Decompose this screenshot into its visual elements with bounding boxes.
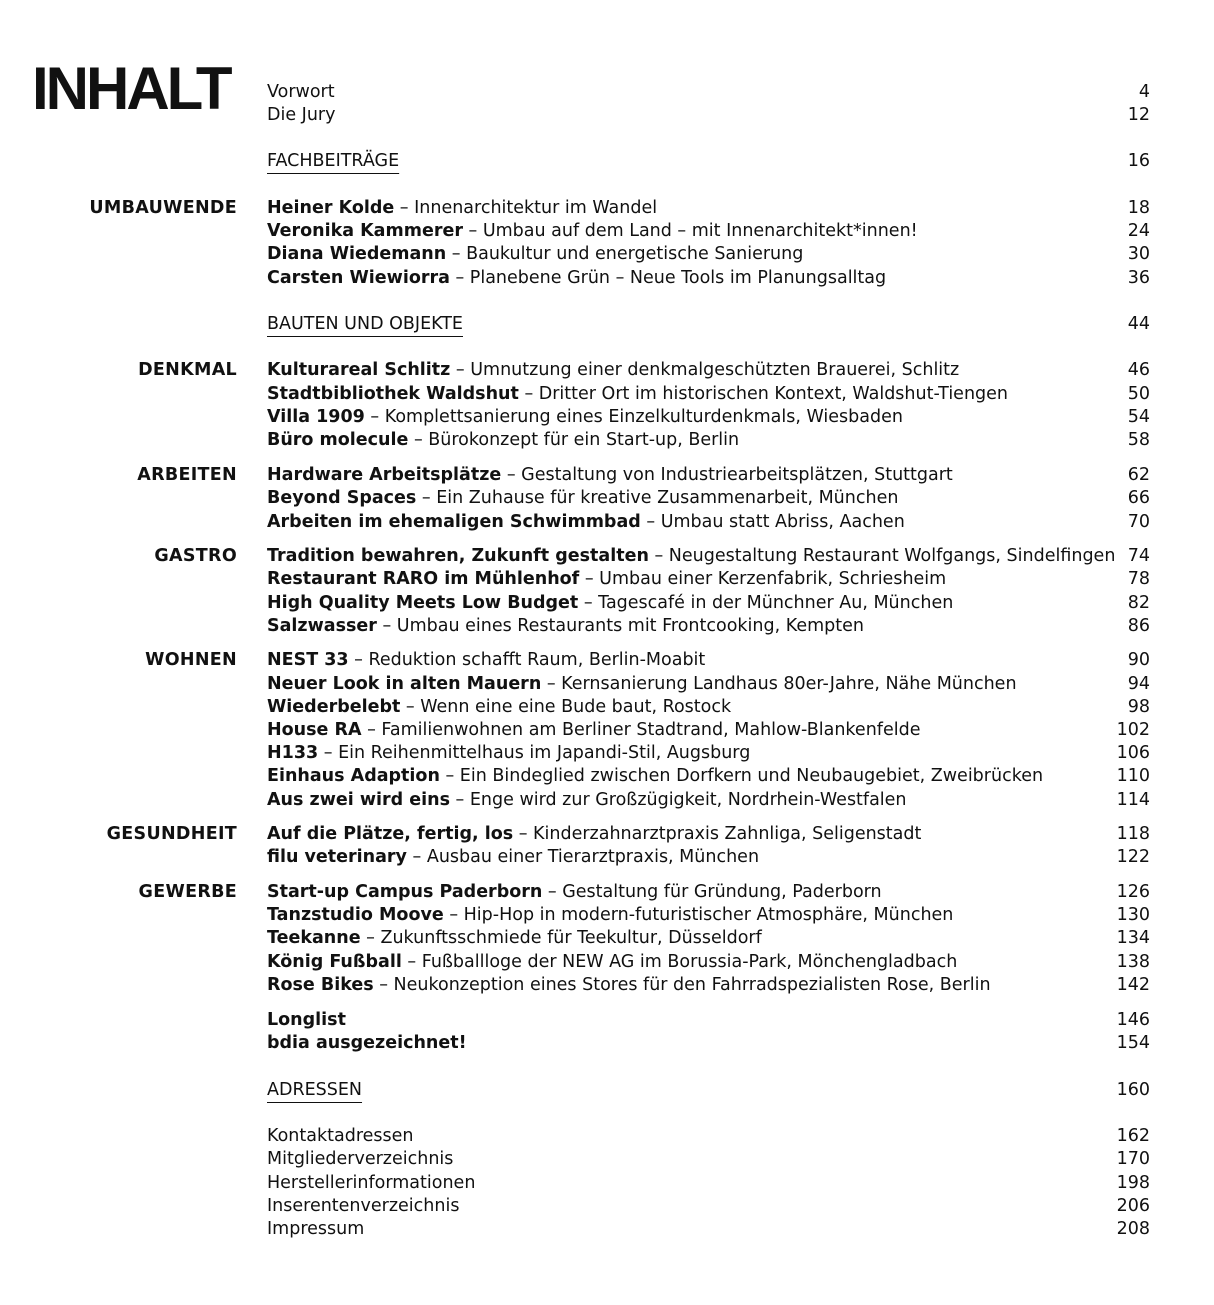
entry-title[interactable]: Impressum xyxy=(267,1219,365,1239)
entry-title[interactable] xyxy=(267,196,657,220)
toc-row xyxy=(0,266,1214,290)
category-label: WOHNEN xyxy=(145,650,237,670)
toc-row xyxy=(0,486,1214,510)
toc-row xyxy=(0,822,1214,846)
toc-row xyxy=(0,718,1214,742)
entry-title[interactable] xyxy=(267,1008,346,1032)
page-number: 154 xyxy=(1116,1033,1150,1053)
page-number: 94 xyxy=(1127,674,1150,694)
page-number: 62 xyxy=(1127,465,1150,485)
page-number: 50 xyxy=(1127,384,1150,404)
entry-subtitle: – Innenarchitektur im Wandel xyxy=(394,198,658,218)
entry-title[interactable] xyxy=(267,510,905,534)
entry-title-bold: Diana Wiedemann xyxy=(267,244,447,264)
entry-title[interactable] xyxy=(267,764,1043,788)
entry-subtitle: – Komplettsanierung eines Einzelkulturdenkmals, Wiesbaden xyxy=(364,407,903,427)
entry-subtitle: – Reduktion schafft Raum, Berlin-Moabit xyxy=(348,650,706,670)
entry-subtitle: – Neugestaltung Restaurant Wolfgangs, Sindelfingen xyxy=(648,546,1116,566)
entry-subtitle: – Dritter Ort im historischen Kontext, Waldshut-Tiengen xyxy=(518,384,1009,404)
entry-subtitle: – Neukonzeption eines Stores für den Fahrradspezialisten Rose, Berlin xyxy=(373,975,991,995)
toc-row xyxy=(0,80,1214,104)
toc-row xyxy=(0,1194,1214,1218)
section-heading xyxy=(0,149,1214,173)
toc-row xyxy=(0,510,1214,534)
entry-title-bold: Kulturareal Schlitz xyxy=(267,360,451,380)
category-label: UMBAUWENDE xyxy=(89,198,237,218)
toc-row xyxy=(0,591,1214,615)
page-number: 142 xyxy=(1116,975,1150,995)
page-number: 138 xyxy=(1116,952,1150,972)
toc-row xyxy=(0,672,1214,696)
toc-row xyxy=(0,1217,1214,1241)
page-number: 70 xyxy=(1127,512,1150,532)
entry-title[interactable] xyxy=(267,926,762,950)
entry-subtitle: – Zukunftsschmiede für Teekultur, Düsseldorf xyxy=(360,928,762,948)
page-number: 86 xyxy=(1127,616,1150,636)
entry-title[interactable] xyxy=(267,486,898,510)
entry-subtitle: – Familienwohnen am Berliner Stadtrand, Mahlow-Blankenfelde xyxy=(361,720,921,740)
entry-title[interactable] xyxy=(267,845,759,869)
entry-subtitle: – Umbau eines Restaurants mit Frontcooking, Kempten xyxy=(376,616,864,636)
entry-title[interactable] xyxy=(267,822,921,846)
entry-title-bold: Restaurant RARO im Mühlenhof xyxy=(267,569,580,589)
section-heading xyxy=(0,312,1214,336)
entry-title-bold: Villa 1909 xyxy=(267,407,365,427)
category-label: DENKMAL xyxy=(138,360,237,380)
toc-row xyxy=(0,788,1214,812)
entry-title-bold: Teekanne xyxy=(267,928,361,948)
entry-title-bold: Heiner Kolde xyxy=(267,198,395,218)
entry-subtitle: – Umnutzung einer denkmalgeschützten Brauerei, Schlitz xyxy=(450,360,960,380)
page-number: 170 xyxy=(1116,1149,1150,1169)
entry-title-bold: High Quality Meets Low Budget xyxy=(267,593,579,613)
entry-subtitle: – Planebene Grün – Neue Tools im Planungsalltag xyxy=(449,268,887,288)
entry-title-bold: filu veterinary xyxy=(267,847,407,867)
page-number: 44 xyxy=(1127,314,1150,334)
page-number: 54 xyxy=(1127,407,1150,427)
entry-subtitle: – Bürokonzept für ein Start-up, Berlin xyxy=(408,430,740,450)
entry-subtitle: – Ausbau einer Tierarztpraxis, München xyxy=(406,847,760,867)
page-number: 146 xyxy=(1116,1010,1150,1030)
page-number: 198 xyxy=(1116,1173,1150,1193)
entry-title-bold: König Fußball xyxy=(267,952,402,972)
entry-subtitle: – Kernsanierung Landhaus 80er-Jahre, Nähe München xyxy=(541,674,1017,694)
category-label: GASTRO xyxy=(154,546,237,566)
entry-title[interactable] xyxy=(267,405,903,429)
page-number: 98 xyxy=(1127,697,1150,717)
page-number: 74 xyxy=(1127,546,1150,566)
entry-title-bold: Hardware Arbeitsplätze xyxy=(267,465,502,485)
entry-title[interactable] xyxy=(267,648,705,672)
entry-title-bold: Salzwasser xyxy=(267,616,377,636)
entry-title[interactable] xyxy=(267,358,959,382)
entry-title-bold: Aus zwei wird eins xyxy=(267,790,450,810)
entry-title-bold: Tradition bewahren, Zukunft gestalten xyxy=(267,546,649,566)
toc-row xyxy=(0,1124,1214,1148)
entry-title[interactable] xyxy=(267,567,946,591)
entry-title-bold: Beyond Spaces xyxy=(267,488,417,508)
entry-title[interactable]: Vorwort xyxy=(267,82,335,102)
page-number: 58 xyxy=(1127,430,1150,450)
entry-title-bold: Arbeiten im ehemaligen Schwimmbad xyxy=(267,512,641,532)
entry-subtitle: – Gestaltung für Gründung, Paderborn xyxy=(542,882,882,902)
entry-subtitle: – Umbau auf dem Land – mit Innenarchitekt*innen! xyxy=(462,221,918,241)
page-number: 12 xyxy=(1127,105,1150,125)
entry-title-bold: Veronika Kammerer xyxy=(267,221,463,241)
entry-title[interactable]: Inserentenverzeichnis xyxy=(267,1196,460,1216)
category-label: GEWERBE xyxy=(138,882,237,902)
entry-subtitle: – Gestaltung von Industriearbeitsplätzen, Stuttgart xyxy=(501,465,953,485)
toc-row xyxy=(0,903,1214,927)
toc-row xyxy=(0,196,1214,220)
toc-row xyxy=(0,926,1214,950)
toc-row xyxy=(0,463,1214,487)
page-number: 46 xyxy=(1127,360,1150,380)
entry-subtitle: – Umbau einer Kerzenfabrik, Schriesheim xyxy=(579,569,947,589)
entry-title[interactable] xyxy=(267,903,953,927)
entry-title[interactable] xyxy=(267,718,920,742)
toc-row xyxy=(0,1147,1214,1171)
entry-title[interactable] xyxy=(267,382,1008,406)
entry-subtitle: – Baukultur und energetische Sanierung xyxy=(446,244,804,264)
entry-subtitle: – Hip-Hop in modern-futuristischer Atmosphäre, München xyxy=(443,905,954,925)
entry-subtitle: – Ein Reihenmittelhaus im Japandi-Stil, Augsburg xyxy=(318,743,751,763)
page-number: 82 xyxy=(1127,593,1150,613)
entry-title-bold: Start-up Campus Paderborn xyxy=(267,882,543,902)
entry-title[interactable]: FACHBEITRÄGE xyxy=(267,151,400,171)
toc-row xyxy=(0,764,1214,788)
page-number: 208 xyxy=(1116,1219,1150,1239)
entry-title[interactable]: ADRESSEN xyxy=(267,1080,363,1100)
entry-title-bold: Einhaus Adaption xyxy=(267,766,440,786)
toc-row xyxy=(0,973,1214,997)
entry-title-bold: bdia ausgezeichnet! xyxy=(267,1033,467,1053)
page-title: INHALT xyxy=(32,55,230,122)
section-heading xyxy=(0,1078,1214,1102)
entry-subtitle: – Ein Bindeglied zwischen Dorfkern und Neubaugebiet, Zweibrücken xyxy=(439,766,1044,786)
entry-title-bold: Stadtbibliothek Waldshut xyxy=(267,384,519,404)
page-number: 126 xyxy=(1116,882,1150,902)
page-number: 36 xyxy=(1127,268,1150,288)
toc-row xyxy=(0,950,1214,974)
entry-title[interactable] xyxy=(267,266,886,290)
entry-title[interactable] xyxy=(267,544,1115,568)
entry-title[interactable] xyxy=(267,950,957,974)
entry-title[interactable] xyxy=(267,788,907,812)
entry-subtitle: – Fußballloge der NEW AG im Borussia-Park, Mönchengladbach xyxy=(401,952,958,972)
entry-title-bold: Auf die Plätze, fertig, los xyxy=(267,824,514,844)
entry-title[interactable]: BAUTEN UND OBJEKTE xyxy=(267,314,463,334)
entry-title[interactable]: Herstellerinformationen xyxy=(267,1173,476,1193)
toc-row xyxy=(0,358,1214,382)
entry-subtitle: – Enge wird zur Großzügigkeit, Nordrhein-Westfalen xyxy=(449,790,907,810)
entry-title-bold: Wiederbelebt xyxy=(267,697,401,717)
entry-title[interactable] xyxy=(267,672,1017,696)
page-number: 162 xyxy=(1116,1126,1150,1146)
toc-row xyxy=(0,544,1214,568)
page-number: 122 xyxy=(1116,847,1150,867)
entry-title-bold: NEST 33 xyxy=(267,650,349,670)
entry-title[interactable] xyxy=(267,219,918,243)
entry-title-bold: Carsten Wiewiorra xyxy=(267,268,450,288)
category-label: ARBEITEN xyxy=(137,465,237,485)
toc-row xyxy=(0,695,1214,719)
entry-title[interactable] xyxy=(267,428,739,452)
entry-title[interactable]: Kontaktadressen xyxy=(267,1126,414,1146)
page-number: 66 xyxy=(1127,488,1150,508)
entry-title-bold: Neuer Look in alten Mauern xyxy=(267,674,542,694)
category-label: GESUNDHEIT xyxy=(106,824,237,844)
entry-subtitle: – Wenn eine eine Bude baut, Rostock xyxy=(400,697,732,717)
toc-row xyxy=(0,648,1214,672)
toc-row xyxy=(0,741,1214,765)
entry-title[interactable] xyxy=(267,880,882,904)
toc-row xyxy=(0,567,1214,591)
entry-title-bold: Büro molecule xyxy=(267,430,409,450)
page-number: 110 xyxy=(1116,766,1150,786)
toc-row xyxy=(0,1171,1214,1195)
entry-title-bold: Longlist xyxy=(267,1010,346,1030)
entry-title[interactable] xyxy=(267,242,803,266)
page-number: 160 xyxy=(1116,1080,1150,1100)
entry-title[interactable] xyxy=(267,741,750,765)
page-number: 134 xyxy=(1116,928,1150,948)
entry-title[interactable] xyxy=(267,973,991,997)
page-number: 4 xyxy=(1138,82,1150,102)
toc-row xyxy=(0,845,1214,869)
toc-row xyxy=(0,880,1214,904)
entry-title-bold: Rose Bikes xyxy=(267,975,374,995)
page-number: 114 xyxy=(1116,790,1150,810)
toc-row xyxy=(0,1031,1214,1055)
page-number: 30 xyxy=(1127,244,1150,264)
page-number: 16 xyxy=(1127,151,1150,171)
entry-title[interactable] xyxy=(267,695,731,719)
page-number: 102 xyxy=(1116,720,1150,740)
entry-subtitle: – Kinderzahnarztpraxis Zahnliga, Seligenstadt xyxy=(513,824,922,844)
toc-row xyxy=(0,1008,1214,1032)
toc-row xyxy=(0,219,1214,243)
toc-row xyxy=(0,614,1214,638)
entry-title[interactable]: Die Jury xyxy=(267,105,336,125)
entry-title-bold: Tanzstudio Moove xyxy=(267,905,444,925)
page-number: 24 xyxy=(1127,221,1150,241)
page-number: 130 xyxy=(1116,905,1150,925)
page-number: 78 xyxy=(1127,569,1150,589)
page-number: 206 xyxy=(1116,1196,1150,1216)
entry-title[interactable]: Mitgliederverzeichnis xyxy=(267,1149,454,1169)
page-number: 118 xyxy=(1116,824,1150,844)
page-number: 106 xyxy=(1116,743,1150,763)
page-number: 90 xyxy=(1127,650,1150,670)
entry-subtitle: – Tagescafé in der Münchner Au, München xyxy=(578,593,954,613)
toc-row xyxy=(0,242,1214,266)
entry-subtitle: – Umbau statt Abriss, Aachen xyxy=(640,512,905,532)
entry-title-bold: H133 xyxy=(267,743,319,763)
toc-row xyxy=(0,405,1214,429)
entry-subtitle: – Ein Zuhause für kreative Zusammenarbeit, München xyxy=(416,488,899,508)
entry-title[interactable] xyxy=(267,1031,467,1055)
entry-title-bold: House RA xyxy=(267,720,362,740)
entry-title[interactable] xyxy=(267,463,953,487)
toc-row xyxy=(0,382,1214,406)
toc-row xyxy=(0,103,1214,127)
entry-title[interactable] xyxy=(267,591,953,615)
page-number: 18 xyxy=(1127,198,1150,218)
entry-title[interactable] xyxy=(267,614,864,638)
toc-row xyxy=(0,428,1214,452)
